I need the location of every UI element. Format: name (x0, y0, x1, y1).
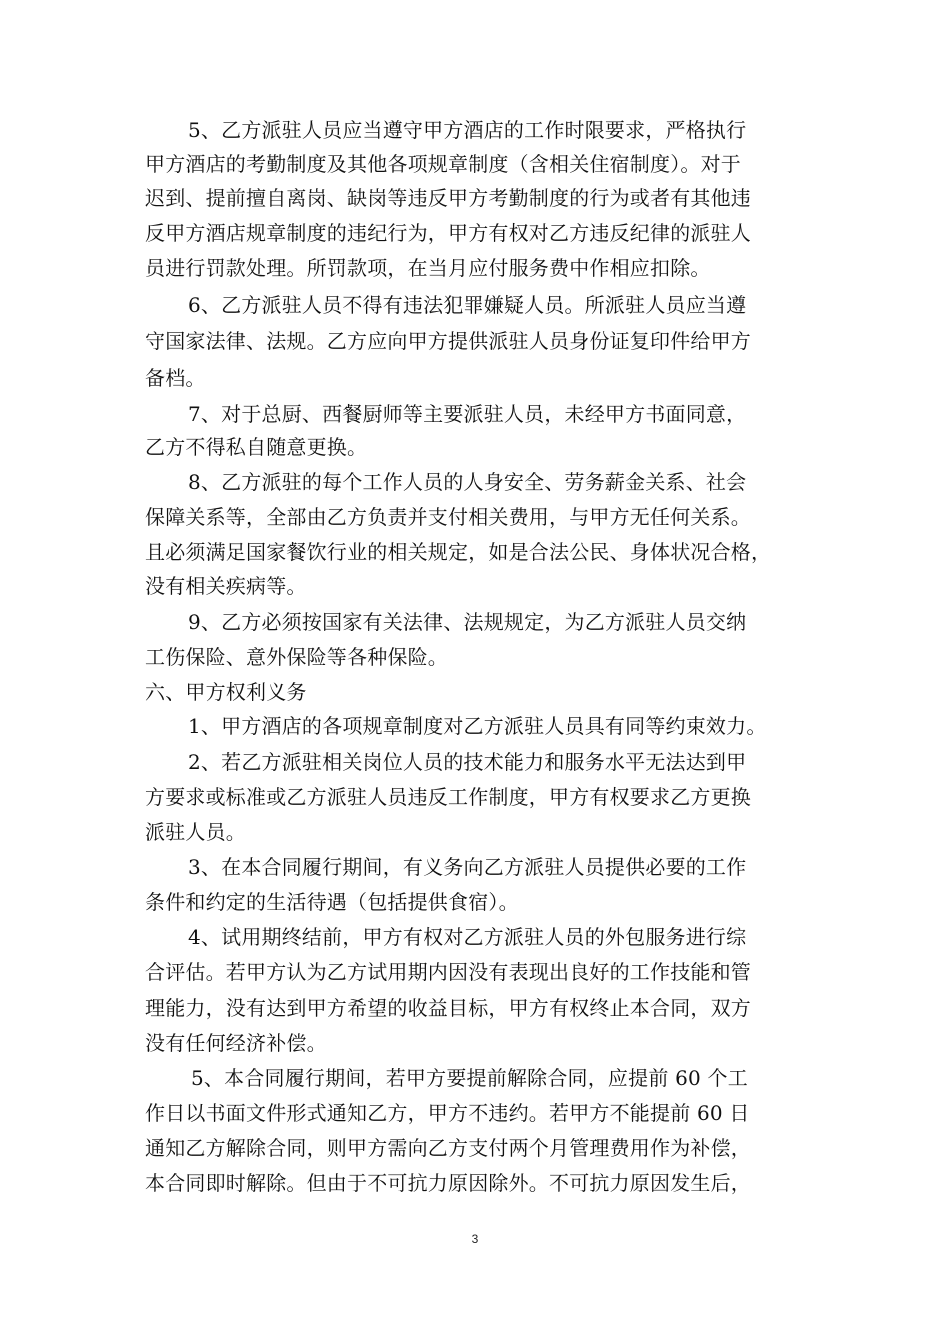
section6-item-1: 1、甲方酒店的各项规章制度对乙方派驻人员具有同等约束效力。 (188, 714, 767, 738)
paragraph-8-line-4: 没有相关疾病等。 (145, 574, 307, 598)
paragraph-5-line-3: 迟到、提前擅自离岗、缺岗等违反甲方考勤制度的行为或者有其他违 (145, 186, 751, 210)
section6-item-4-line-3: 理能力，没有达到甲方希望的收益目标，甲方有权终止本合同，双方 (145, 996, 751, 1020)
section6-item-4-line-4: 没有任何经济补偿。 (145, 1031, 327, 1055)
paragraph-5-line-4: 反甲方酒店规章制度的违纪行为，甲方有权对乙方违反纪律的派驻人 (145, 221, 751, 245)
section6-item-2-line-2: 方要求或标准或乙方派驻人员违反工作制度，甲方有权要求乙方更换 (145, 785, 751, 809)
paragraph-8-line-3: 且必须满足国家餐饮行业的相关规定，如是合法公民、身体状况合格， (145, 540, 772, 564)
page-number: 3 (471, 1232, 479, 1246)
paragraph-5-line-2: 甲方酒店的考勤制度及其他各项规章制度（含相关住宿制度）。对于 (145, 152, 741, 176)
paragraph-8-line-1: 8、乙方派驻的每个工作人员的人身安全、劳务薪金关系、社会 (188, 470, 747, 494)
section6-item-5-line-2: 作日以书面文件形式通知乙方，甲方不违约。若甲方不能提前 60 日 (145, 1101, 750, 1125)
paragraph-9-line-1: 9、乙方必须按国家有关法律、法规规定，为乙方派驻人员交纳 (188, 610, 747, 634)
paragraph-6-line-2: 守国家法律、法规。乙方应向甲方提供派驻人员身份证复印件给甲方 (145, 329, 751, 353)
section6-item-5-line-3: 通知乙方解除合同，则甲方需向乙方支付两个月管理费用作为补偿， (145, 1136, 751, 1160)
paragraph-5-line-1: 5、乙方派驻人员应当遵守甲方酒店的工作时限要求，严格执行 (188, 118, 747, 142)
section6-item-2-line-1: 2、若乙方派驻相关岗位人员的技术能力和服务水平无法达到甲 (188, 750, 747, 774)
paragraph-7-line-2: 乙方不得私自随意更换。 (145, 435, 368, 459)
paragraph-5-line-5: 员进行罚款处理。所罚款项，在当月应付服务费中作相应扣除。 (145, 256, 711, 280)
section6-item-3-line-1: 3、在本合同履行期间，有义务向乙方派驻人员提供必要的工作 (188, 855, 747, 879)
section6-item-3-line-2: 条件和约定的生活待遇（包括提供食宿）。 (145, 890, 519, 914)
section-heading: 六、甲方权利义务 (145, 680, 307, 704)
section6-item-5-line-4: 本合同即时解除。但由于不可抗力原因除外。不可抗力原因发生后， (145, 1171, 751, 1195)
section6-item-5-line-1: 5、本合同履行期间，若甲方要提前解除合同，应提前 60 个工 (191, 1066, 748, 1090)
paragraph-9-line-2: 工伤保险、意外保险等各种保险。 (145, 645, 448, 669)
section6-item-4-line-2: 合评估。若甲方认为乙方试用期内因没有表现出良好的工作技能和管 (145, 960, 751, 984)
section6-item-2-line-3: 派驻人员。 (145, 820, 246, 844)
paragraph-6-line-3: 备档。 (145, 366, 206, 390)
paragraph-6-line-1: 6、乙方派驻人员不得有违法犯罪嫌疑人员。所派驻人员应当遵 (188, 293, 747, 317)
paragraph-7-line-1: 7、对于总厨、西餐厨师等主要派驻人员，未经甲方书面同意， (188, 402, 747, 426)
paragraph-8-line-2: 保障关系等，全部由乙方负责并支付相关费用，与甲方无任何关系。 (145, 505, 751, 529)
section6-item-4-line-1: 4、试用期终结前，甲方有权对乙方派驻人员的外包服务进行综 (188, 925, 747, 949)
